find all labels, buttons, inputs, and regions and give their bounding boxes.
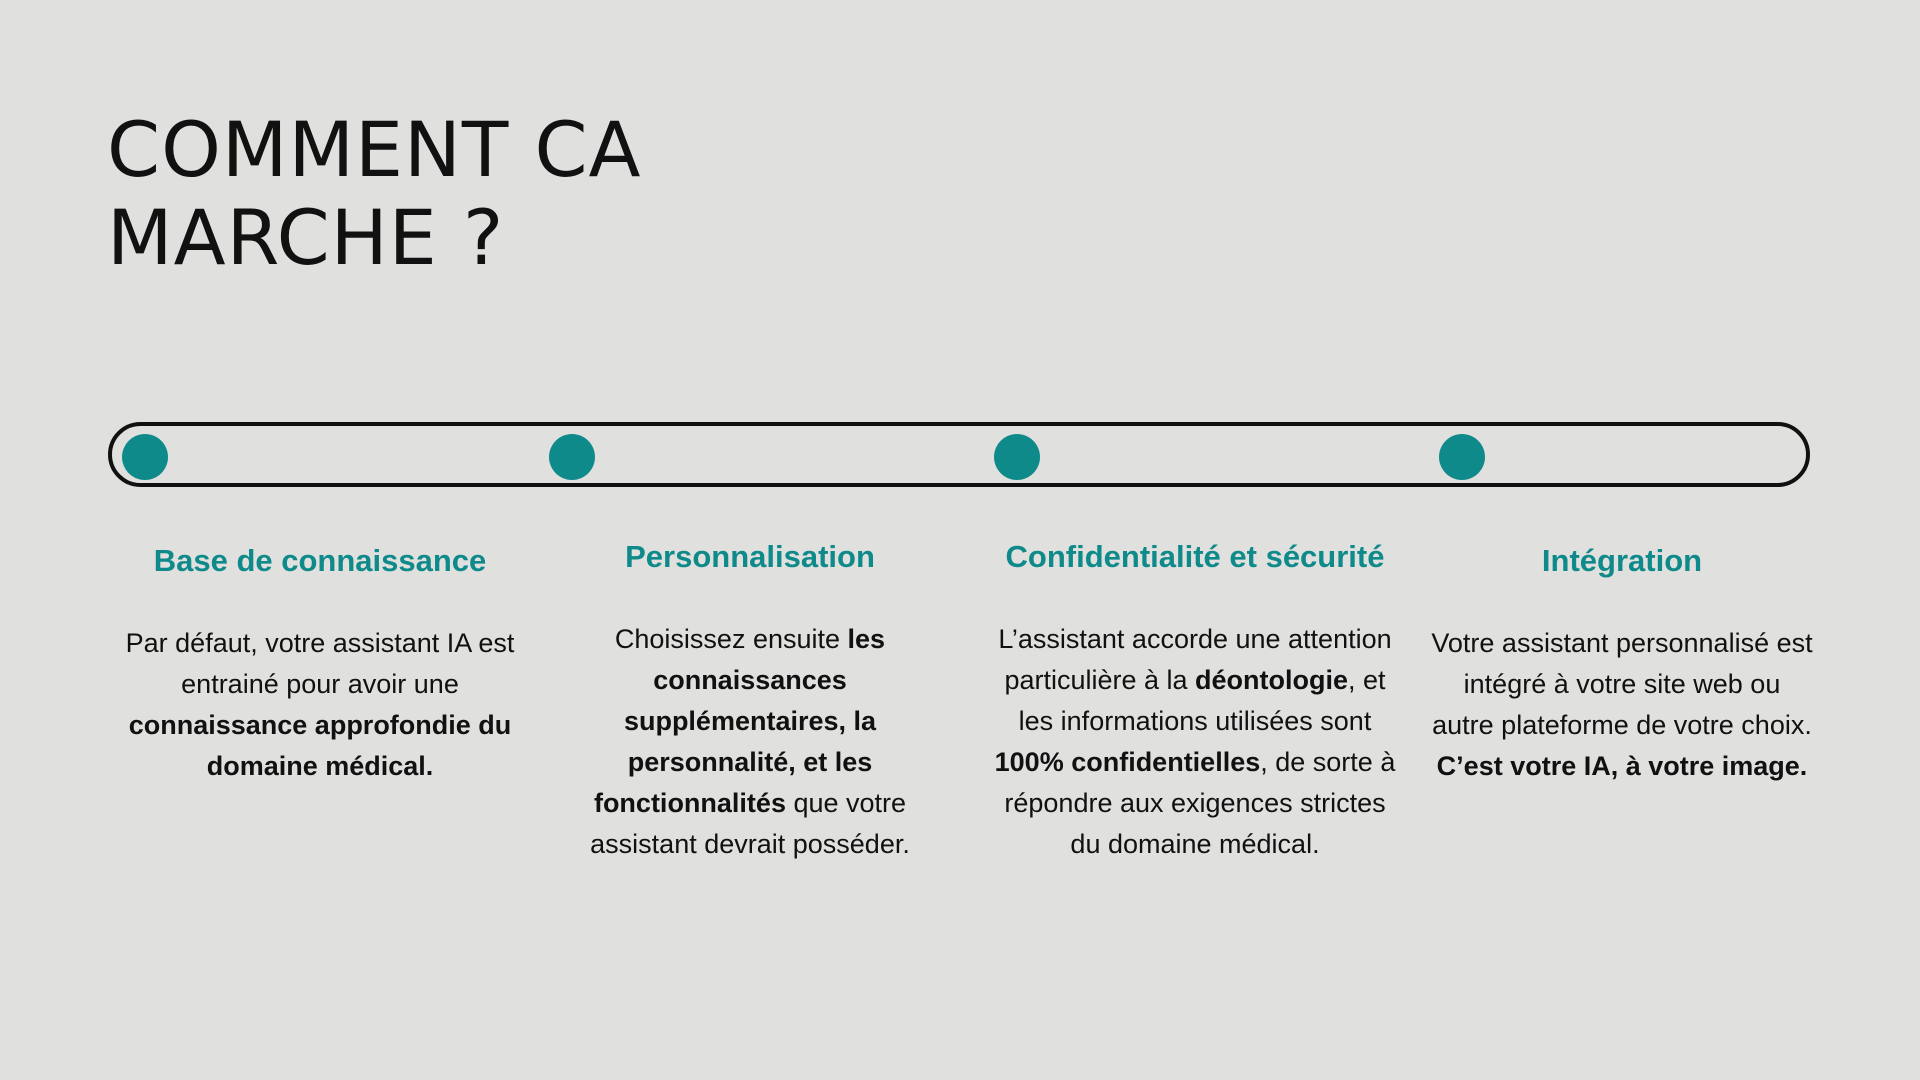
step-integration xyxy=(1430,0,1814,787)
step-heading: Intégration xyxy=(1541,543,1703,578)
step-description xyxy=(120,623,520,787)
step-heading: Base de connaissance xyxy=(153,543,487,578)
body-text: , et les informations utilisées sont xyxy=(1018,665,1386,736)
emphasis-text: 100% confidentielles xyxy=(994,747,1261,777)
body-text: Par défaut, votre assistant IA est entrainé pour avoir une xyxy=(125,628,515,699)
step-description xyxy=(1430,623,1814,787)
page-title-line-2: MARCHE ? xyxy=(107,193,505,282)
step-heading: Personnalisation xyxy=(625,539,875,574)
body-text: L’assistant accorde une attention particulière à la xyxy=(998,624,1392,695)
emphasis-text: connaissance approfondie du domaine médical. xyxy=(128,710,512,781)
step-knowledge-base xyxy=(120,0,520,787)
emphasis-text: déontologie xyxy=(1195,665,1349,695)
body-text: Votre assistant personnalisé est intégré à votre site web ou autre plateforme de votre choix. xyxy=(1431,628,1813,740)
step-heading: Confidentialité et sécurité xyxy=(1005,539,1385,574)
emphasis-text: C’est votre IA, à votre image. xyxy=(1436,751,1808,781)
page-title-line-1: COMMENT CA xyxy=(107,105,642,194)
emphasis-text: les connaissances supplémentaires, la personnalité, et les fonctionnalités xyxy=(593,624,886,818)
step-personalization xyxy=(560,0,940,865)
body-text: , de sorte à répondre aux exigences strictes du domaine médical. xyxy=(1004,747,1396,859)
body-text: que votre assistant devrait posséder. xyxy=(590,788,910,859)
step-description xyxy=(560,619,940,865)
step-description xyxy=(990,619,1400,865)
body-text: Choisissez ensuite xyxy=(614,624,848,654)
step-confidentiality xyxy=(990,0,1400,865)
